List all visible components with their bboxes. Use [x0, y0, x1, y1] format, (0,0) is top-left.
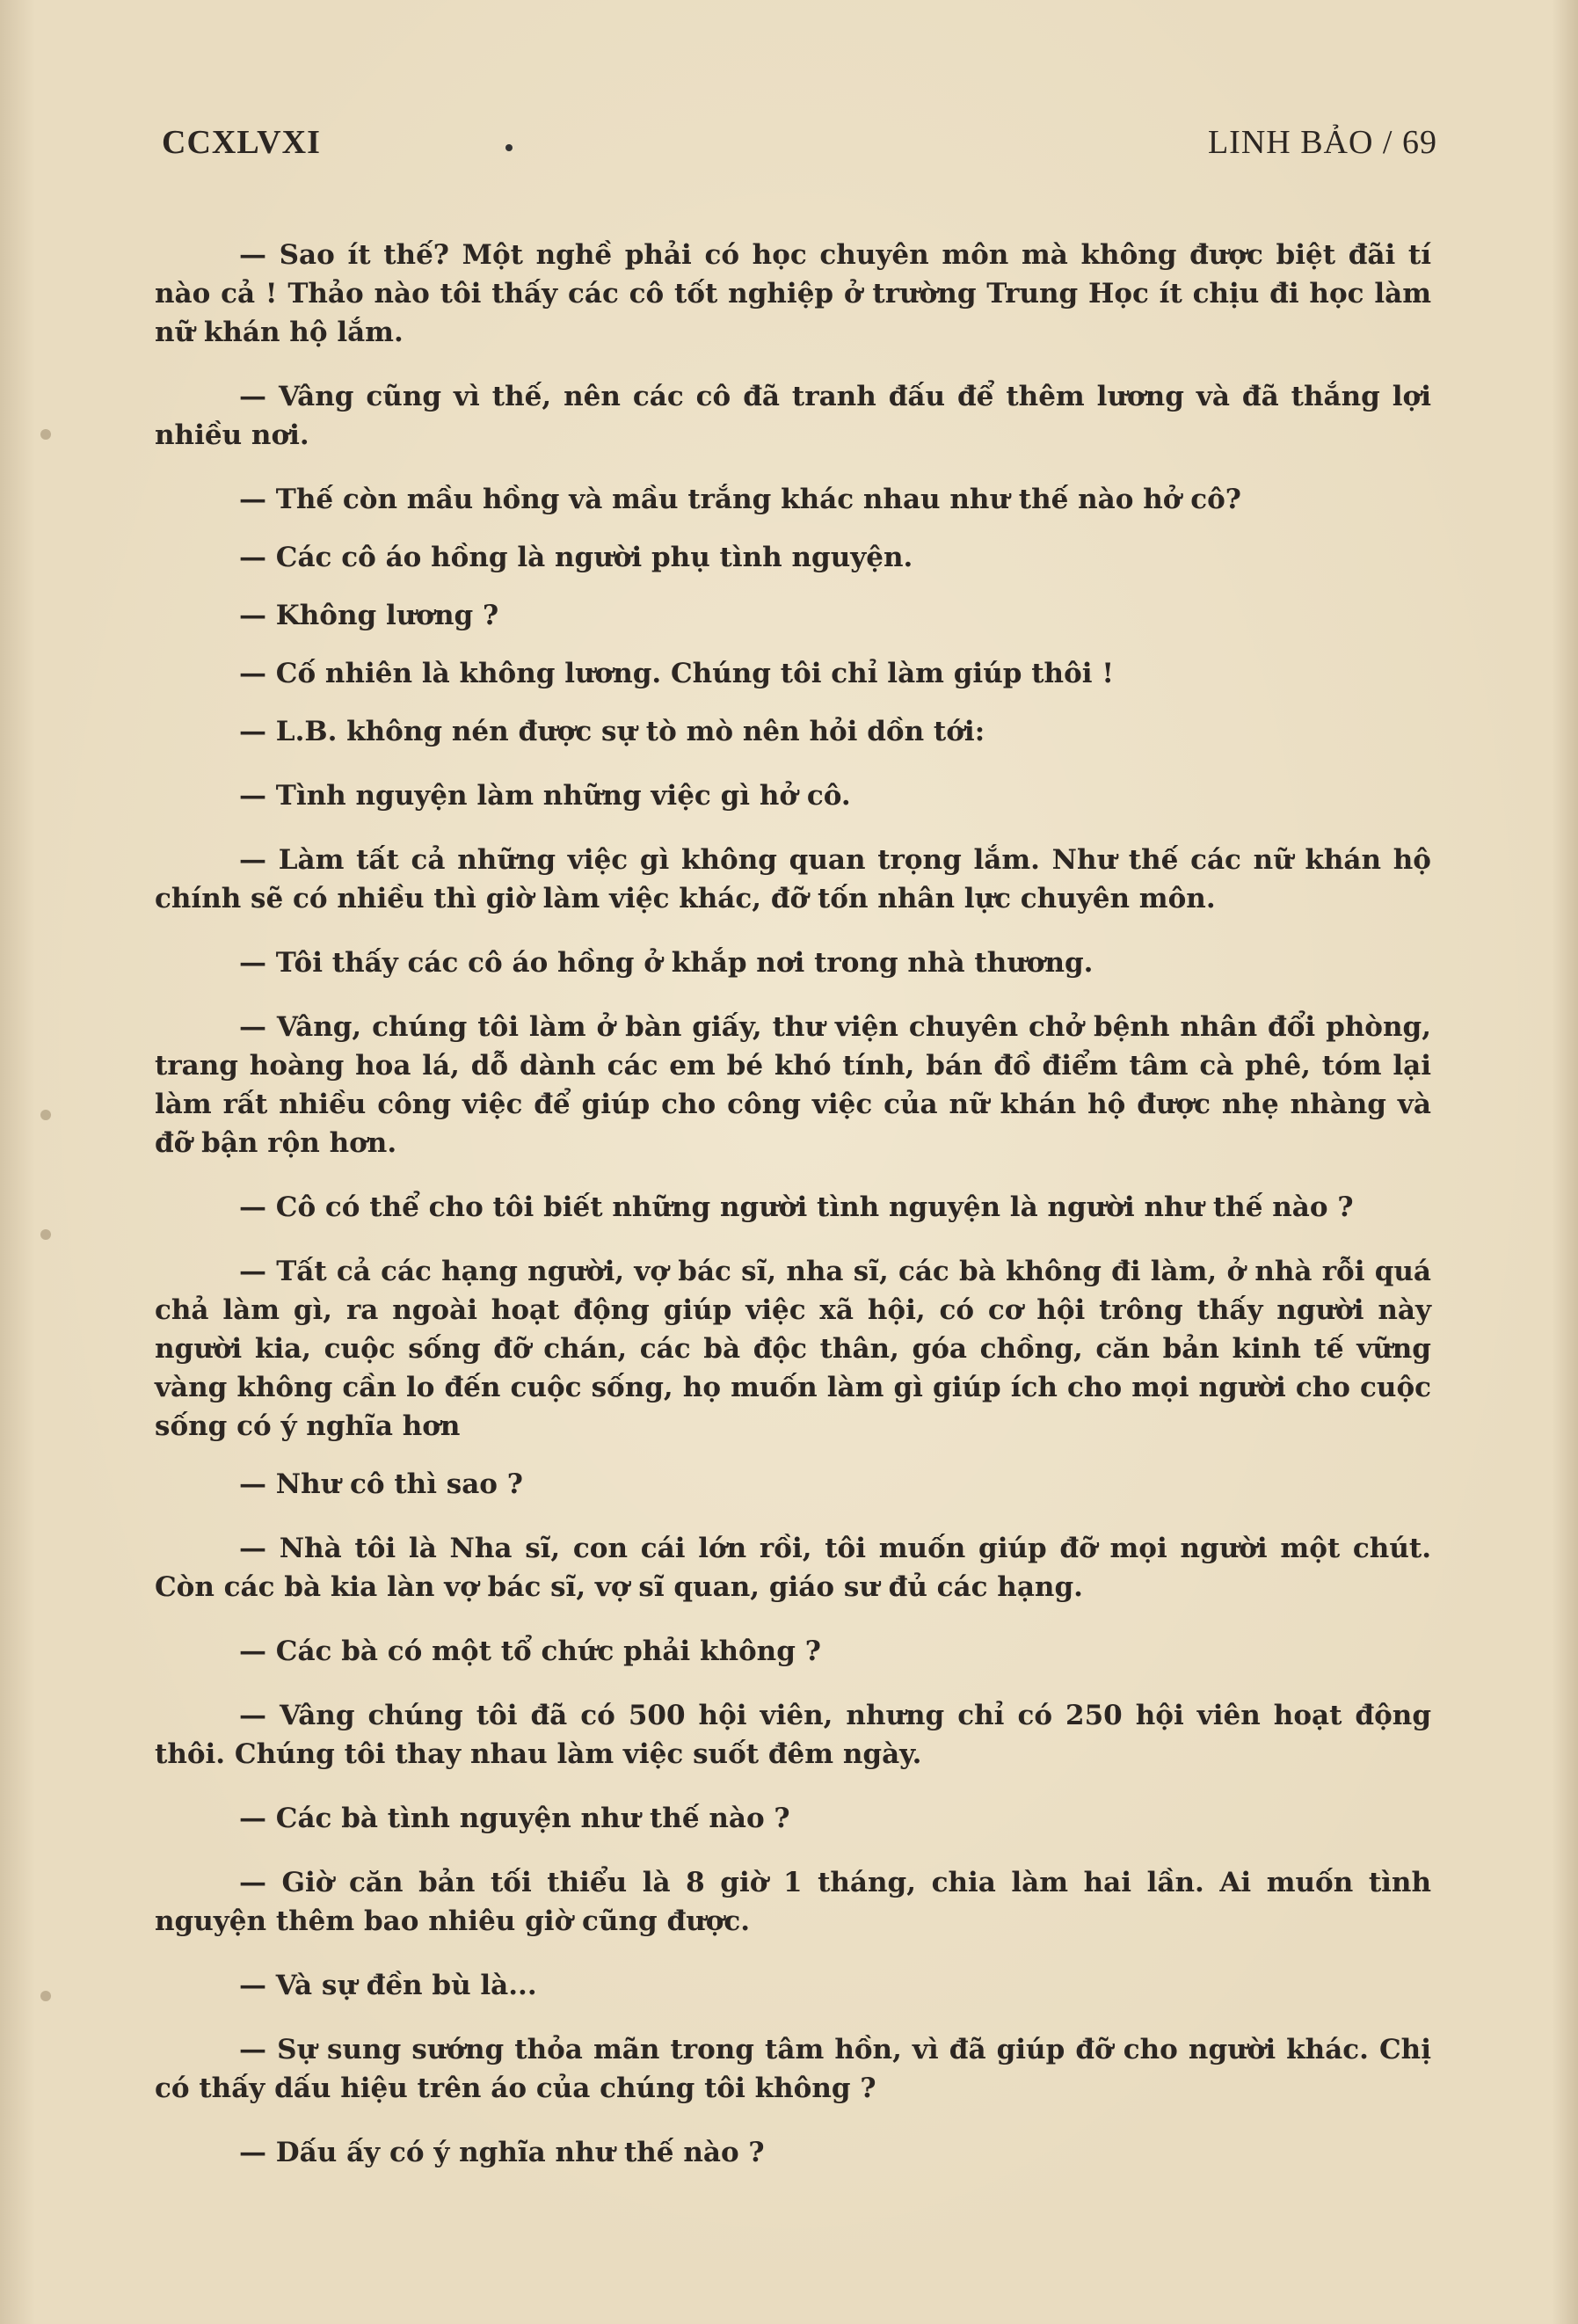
dialogue-paragraph: — Vâng, chúng tôi làm ở bàn giấy, thư viện chuyên chở bệnh nhân đổi phòng, trang hoàng hoa lá, dỗ dành các em bé khó tính, bán đồ điểm tâm cà phê, tóm lại làm rất nhiều công việc để giúp cho công việc của nữ khán hộ được nhẹ nhàng và đỡ bận rộn hơn. — [155, 1011, 1431, 1159]
author-page-number: LINH BẢO / 69 — [1207, 124, 1437, 161]
dialogue-paragraph: — Như cô thì sao ? — [239, 1468, 523, 1500]
dialogue-paragraph: — Không lương ? — [239, 600, 499, 631]
dialogue-paragraph: — Tất cả các hạng người, vợ bác sĩ, nha sĩ, các bà không đi làm, ở nhà rỗi quá chả làm gì, ra ngoài hoạt động giúp việc xã hội, có cơ hội trông thấy người này người kia, cuộc sống đỡ chán, các bà độc thân, góa chồng, căn bản kinh tế vững vàng không cần lo đến cuộc sống, họ muốn làm gì giúp ích cho mọi người cho cuộc sống có ý nghĩa hơn — [155, 1256, 1431, 1442]
dialogue-paragraph: — Tôi thấy các cô áo hồng ở khắp nơi trong nhà thương. — [239, 947, 1094, 979]
binding-hole — [40, 1229, 51, 1240]
page-body — [155, 236, 1431, 2197]
dialogue-paragraph: — Các cô áo hồng là người phụ tình nguyện. — [239, 542, 913, 573]
dialogue-paragraph: — Cố nhiên là không lương. Chúng tôi chỉ làm giúp thôi ! — [239, 658, 1114, 689]
dialogue-paragraph: — Các bà tình nguyện như thế nào ? — [239, 1803, 790, 1834]
dialogue-paragraph: — Các bà có một tổ chức phải không ? — [239, 1636, 821, 1667]
binding-holes — [0, 0, 70, 2324]
dialogue-paragraph: — L.B. không nén được sự tò mò nên hỏi dồn tới: — [239, 716, 985, 747]
binding-hole — [40, 1991, 51, 2001]
dialogue-paragraph: — Tình nguyện làm những việc gì hở cô. — [239, 780, 851, 812]
header-dot — [505, 144, 513, 151]
chapter-numeral: CCXLVXI — [162, 124, 321, 161]
dialogue-paragraph: — Vâng cũng vì thế, nên các cô đã tranh đấu để thêm lương và đã thắng lợi nhiều nơi. — [155, 381, 1431, 451]
dialogue-paragraph: — Sự sung sướng thỏa mãn trong tâm hồn, vì đã giúp đỡ cho người khác. Chị có thấy dấu hiệu trên áo của chúng tôi không ? — [155, 2034, 1431, 2104]
dialogue-paragraph: — Vâng chúng tôi đã có 500 hội viên, nhưng chỉ có 250 hội viên hoạt động thôi. Chúng tôi thay nhau làm việc suốt đêm ngày. — [155, 1700, 1431, 1770]
dialogue-paragraph: — Cô có thể cho tôi biết những người tình nguyện là người như thế nào ? — [239, 1191, 1354, 1223]
binding-hole — [40, 429, 51, 440]
running-header — [158, 123, 1437, 176]
dialogue-paragraph: — Dấu ấy có ý nghĩa như thế nào ? — [239, 2137, 765, 2168]
dialogue-paragraph: — Và sự đền bù là... — [239, 1970, 537, 2001]
dialogue-paragraph: — Sao ít thế? Một nghề phải có học chuyên môn mà không được biệt đãi tí nào cả ! Thảo nào tôi thấy các cô tốt nghiệp ở trường Trung Học ít chịu đi học làm nữ khán hộ lắm. — [155, 239, 1431, 348]
binding-hole — [40, 1110, 51, 1120]
dialogue-paragraph: — Làm tất cả những việc gì không quan trọng lắm. Như thế các nữ khán hộ chính sẽ có nhiều thì giờ làm việc khác, đỡ tốn nhân lực chuyên môn. — [155, 844, 1431, 914]
dialogue-paragraph: — Thế còn mầu hồng và mầu trắng khác nhau như thế nào hở cô? — [239, 484, 1241, 515]
dialogue-paragraph: — Giờ căn bản tối thiểu là 8 giờ 1 tháng, chia làm hai lần. Ai muốn tình nguyện thêm bao nhiêu giờ cũng được. — [155, 1867, 1431, 1937]
dialogue-paragraph: — Nhà tôi là Nha sĩ, con cái lớn rồi, tôi muốn giúp đỡ mọi người một chút. Còn các bà kia làn vợ bác sĩ, vợ sĩ quan, giáo sư đủ các hạng. — [155, 1533, 1431, 1603]
